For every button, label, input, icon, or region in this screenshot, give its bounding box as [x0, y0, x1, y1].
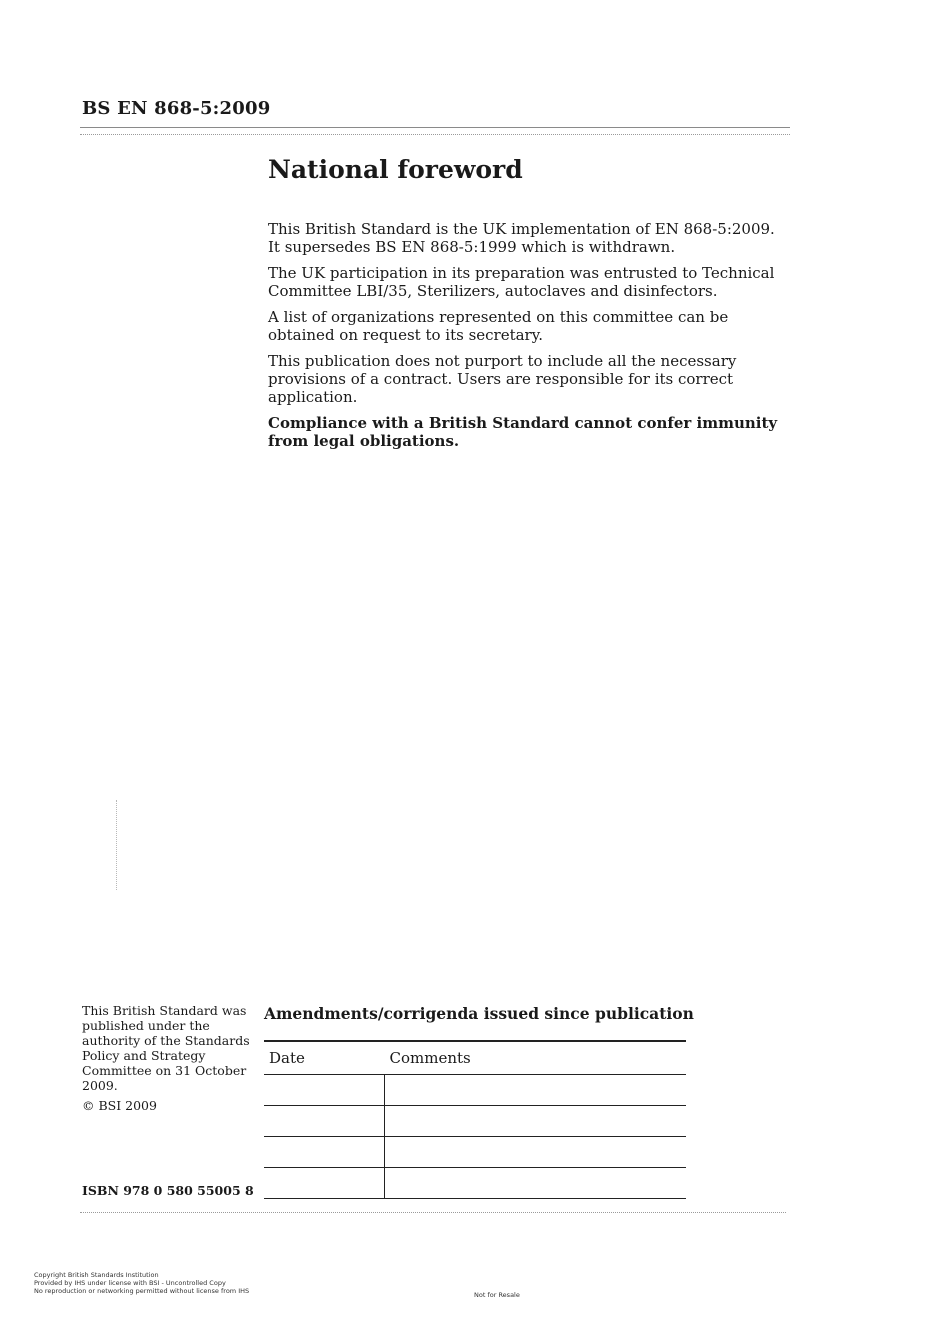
footer-line: No reproduction or networking permitted without license from IHS: [34, 1287, 250, 1295]
table-row: [264, 1137, 686, 1168]
table-header-row: [264, 1041, 686, 1075]
table-row: [264, 1106, 686, 1137]
header-divider: [80, 127, 790, 135]
date-cell: [264, 1168, 385, 1199]
foreword-paragraph: The UK participation in its preparation was entrusted to Technical Committee LBI/35, Sterilizers, autoclaves and disinfectors.: [268, 264, 775, 300]
compliance-note: Compliance with a British Standard cannot confer immunity from legal obligations.: [268, 414, 778, 450]
foreword-paragraph: This publication does not purport to include all the necessary provisions of a contract. Users are responsible for its correct application.: [268, 352, 737, 406]
publication-note: This British Standard was published under the authority of the Standards Policy and Strategy Committee on 31 October 2009.: [82, 1003, 250, 1093]
amendments-table: [264, 1040, 686, 1199]
comments-cell: [385, 1075, 687, 1106]
column-header-comments: Comments: [385, 1041, 687, 1075]
column-header-date: Date: [264, 1041, 385, 1075]
amendments-title: Amendments/corrigenda issued since publication: [264, 1004, 694, 1023]
date-cell: [264, 1137, 385, 1168]
license-footer: [34, 1271, 249, 1295]
comments-cell: [385, 1137, 687, 1168]
document-id: BS EN 868-5:2009: [82, 98, 271, 119]
foreword-body: [268, 220, 788, 458]
date-cell: [264, 1106, 385, 1137]
table-row: [264, 1075, 686, 1106]
isbn: ISBN 978 0 580 55005 8: [82, 1183, 254, 1198]
date-cell: [264, 1075, 385, 1106]
copyright-notice: © BSI 2009: [82, 1098, 157, 1113]
foreword-paragraph: A list of organizations represented on this committee can be obtained on request to its secretary.: [268, 308, 729, 344]
comments-cell: [385, 1106, 687, 1137]
page-title: National foreword: [268, 155, 523, 184]
footer-divider: [80, 1212, 786, 1213]
foreword-paragraph: This British Standard is the UK implementation of EN 868-5:2009. It supersedes BS EN 868-5:1999 which is withdrawn.: [268, 220, 775, 256]
margin-mark: [116, 800, 121, 890]
footer-line: Copyright British Standards Institution: [34, 1271, 159, 1279]
resale-notice: Not for Resale: [474, 1291, 520, 1299]
table-row: [264, 1168, 686, 1199]
comments-cell: [385, 1168, 687, 1199]
footer-line: Provided by IHS under license with BSI - Uncontrolled Copy: [34, 1279, 226, 1287]
